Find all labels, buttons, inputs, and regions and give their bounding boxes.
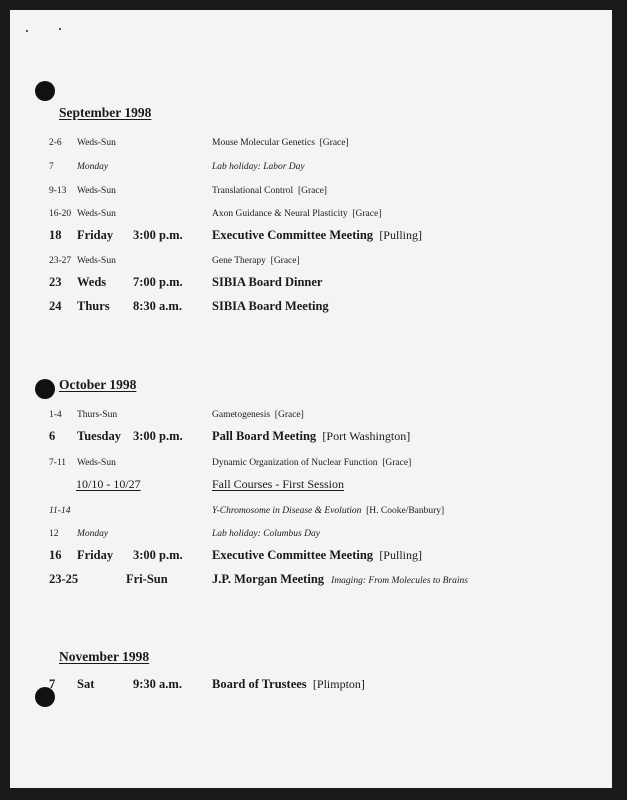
schedule-row [10, 452, 612, 470]
speck-mark [26, 30, 28, 32]
event-date: 23 [49, 275, 62, 289]
event-name: Mouse Molecular Genetics [212, 138, 315, 148]
event-date: 11-14 [49, 506, 71, 516]
event-day: Weds-Sun [77, 256, 116, 266]
event-name: SIBIA Board Meeting [212, 299, 329, 313]
event-time: 7:00 p.m. [133, 275, 183, 289]
schedule-row [10, 156, 612, 174]
event-day: Weds [77, 275, 107, 289]
event-name: Y-Chromosome in Disease & Evolution [212, 506, 362, 516]
event-name: Lab holiday: Labor Day [212, 162, 305, 172]
event-location: [Pulling] [379, 228, 422, 242]
event-location: [Plimpton] [312, 677, 365, 691]
event-date: 1-4 [49, 410, 62, 420]
event-title [212, 677, 365, 692]
event-time: 8:30 a.m. [133, 299, 182, 313]
event-location: [Grace] [274, 410, 304, 420]
event-title [212, 458, 411, 468]
schedule-row [10, 571, 612, 589]
event-time: 9:30 a.m. [133, 677, 182, 691]
event-time: 3:00 p.m. [133, 429, 183, 443]
schedule-row [10, 298, 612, 316]
schedule-row [10, 547, 612, 565]
event-date: 18 [49, 228, 62, 242]
event-day: Thurs-Sun [77, 410, 118, 420]
event-location: [Grace] [382, 458, 412, 468]
event-location: [Pulling] [379, 548, 422, 562]
event-date: 16 [49, 548, 62, 562]
event-location: [Port Washington] [322, 429, 411, 443]
event-title [212, 429, 410, 444]
event-title [212, 477, 344, 492]
event-name: Gene Therapy [212, 256, 266, 266]
event-name: Executive Committee Meeting [212, 548, 374, 562]
schedule-row [10, 523, 612, 541]
event-time: 3:00 p.m. [133, 228, 183, 242]
month-heading: November 1998 [59, 649, 150, 664]
event-date: 7 [49, 162, 54, 172]
event-day: Weds-Sun [77, 138, 116, 148]
schedule-row [10, 500, 612, 518]
schedule-row [10, 274, 612, 292]
event-day: Weds-Sun [77, 186, 116, 196]
event-title [212, 529, 320, 539]
schedule-row [10, 404, 612, 422]
event-location: [Grace] [352, 209, 382, 219]
event-name: Lab holiday: Columbus Day [212, 529, 320, 539]
document-page [10, 10, 612, 788]
event-day: 10/10 - 10/27 [76, 477, 141, 491]
event-title [212, 506, 444, 516]
binder-hole [35, 379, 55, 399]
event-title [212, 138, 349, 148]
event-time: 3:00 p.m. [133, 548, 183, 562]
speck-mark [59, 28, 61, 30]
event-day: Weds-Sun [77, 209, 116, 219]
event-date: 23-25 [49, 572, 79, 586]
event-title [212, 228, 422, 243]
event-title [212, 299, 329, 314]
schedule-row [10, 227, 612, 245]
event-date: 24 [49, 299, 62, 313]
event-title [212, 275, 322, 290]
event-location: [Grace] [297, 186, 327, 196]
event-name: Board of Trustees [212, 677, 307, 691]
schedule-row [10, 132, 612, 150]
event-day: Friday [77, 548, 114, 562]
event-day: Weds-Sun [77, 458, 116, 468]
event-date: 2-6 [49, 138, 62, 148]
event-title [212, 410, 304, 420]
schedule-row [10, 250, 612, 268]
event-title [212, 256, 300, 266]
event-title [212, 186, 327, 196]
event-day: Sat [77, 677, 95, 691]
event-name: Dynamic Organization of Nuclear Function [212, 458, 378, 468]
event-date: 7 [49, 677, 56, 691]
event-day: Tuesday [77, 429, 122, 443]
schedule-row [10, 428, 612, 446]
event-name: Translational Control [212, 186, 294, 196]
event-day: Thurs [77, 299, 110, 313]
event-title [212, 572, 468, 587]
event-day: Monday [77, 529, 109, 539]
event-name: Gametogenesis [212, 410, 271, 420]
event-title [212, 209, 381, 219]
event-date: 23-27 [49, 256, 72, 266]
event-title [212, 162, 305, 172]
event-name: SIBIA Board Dinner [212, 275, 323, 289]
event-time: Fri-Sun [126, 572, 168, 586]
event-name: J.P. Morgan Meeting [212, 572, 325, 586]
event-name: Fall Courses - First Session [212, 477, 345, 491]
event-day: Friday [77, 228, 114, 242]
event-location: [H. Cooke/Banbury] [366, 506, 445, 516]
schedule-row [10, 180, 612, 198]
schedule-row [10, 476, 612, 494]
month-heading: October 1998 [59, 377, 137, 392]
event-date: 9-13 [49, 186, 67, 196]
event-date: 12 [49, 529, 59, 539]
binder-hole [35, 81, 55, 101]
month-heading: September 1998 [59, 105, 152, 120]
event-date: 7-11 [49, 458, 67, 468]
event-title [212, 548, 422, 563]
event-name: Executive Committee Meeting [212, 228, 374, 242]
event-name: Axon Guidance & Neural Plasticity [212, 209, 348, 219]
event-location: [Grace] [319, 138, 349, 148]
event-date: 16-20 [49, 209, 72, 219]
event-subtitle: Imaging: From Molecules to Brains [331, 576, 469, 586]
event-date: 6 [49, 429, 56, 443]
event-day: Monday [77, 162, 109, 172]
schedule-row [10, 203, 612, 221]
event-location: [Grace] [270, 256, 300, 266]
schedule-row [10, 676, 612, 694]
event-name: Pall Board Meeting [212, 429, 317, 443]
